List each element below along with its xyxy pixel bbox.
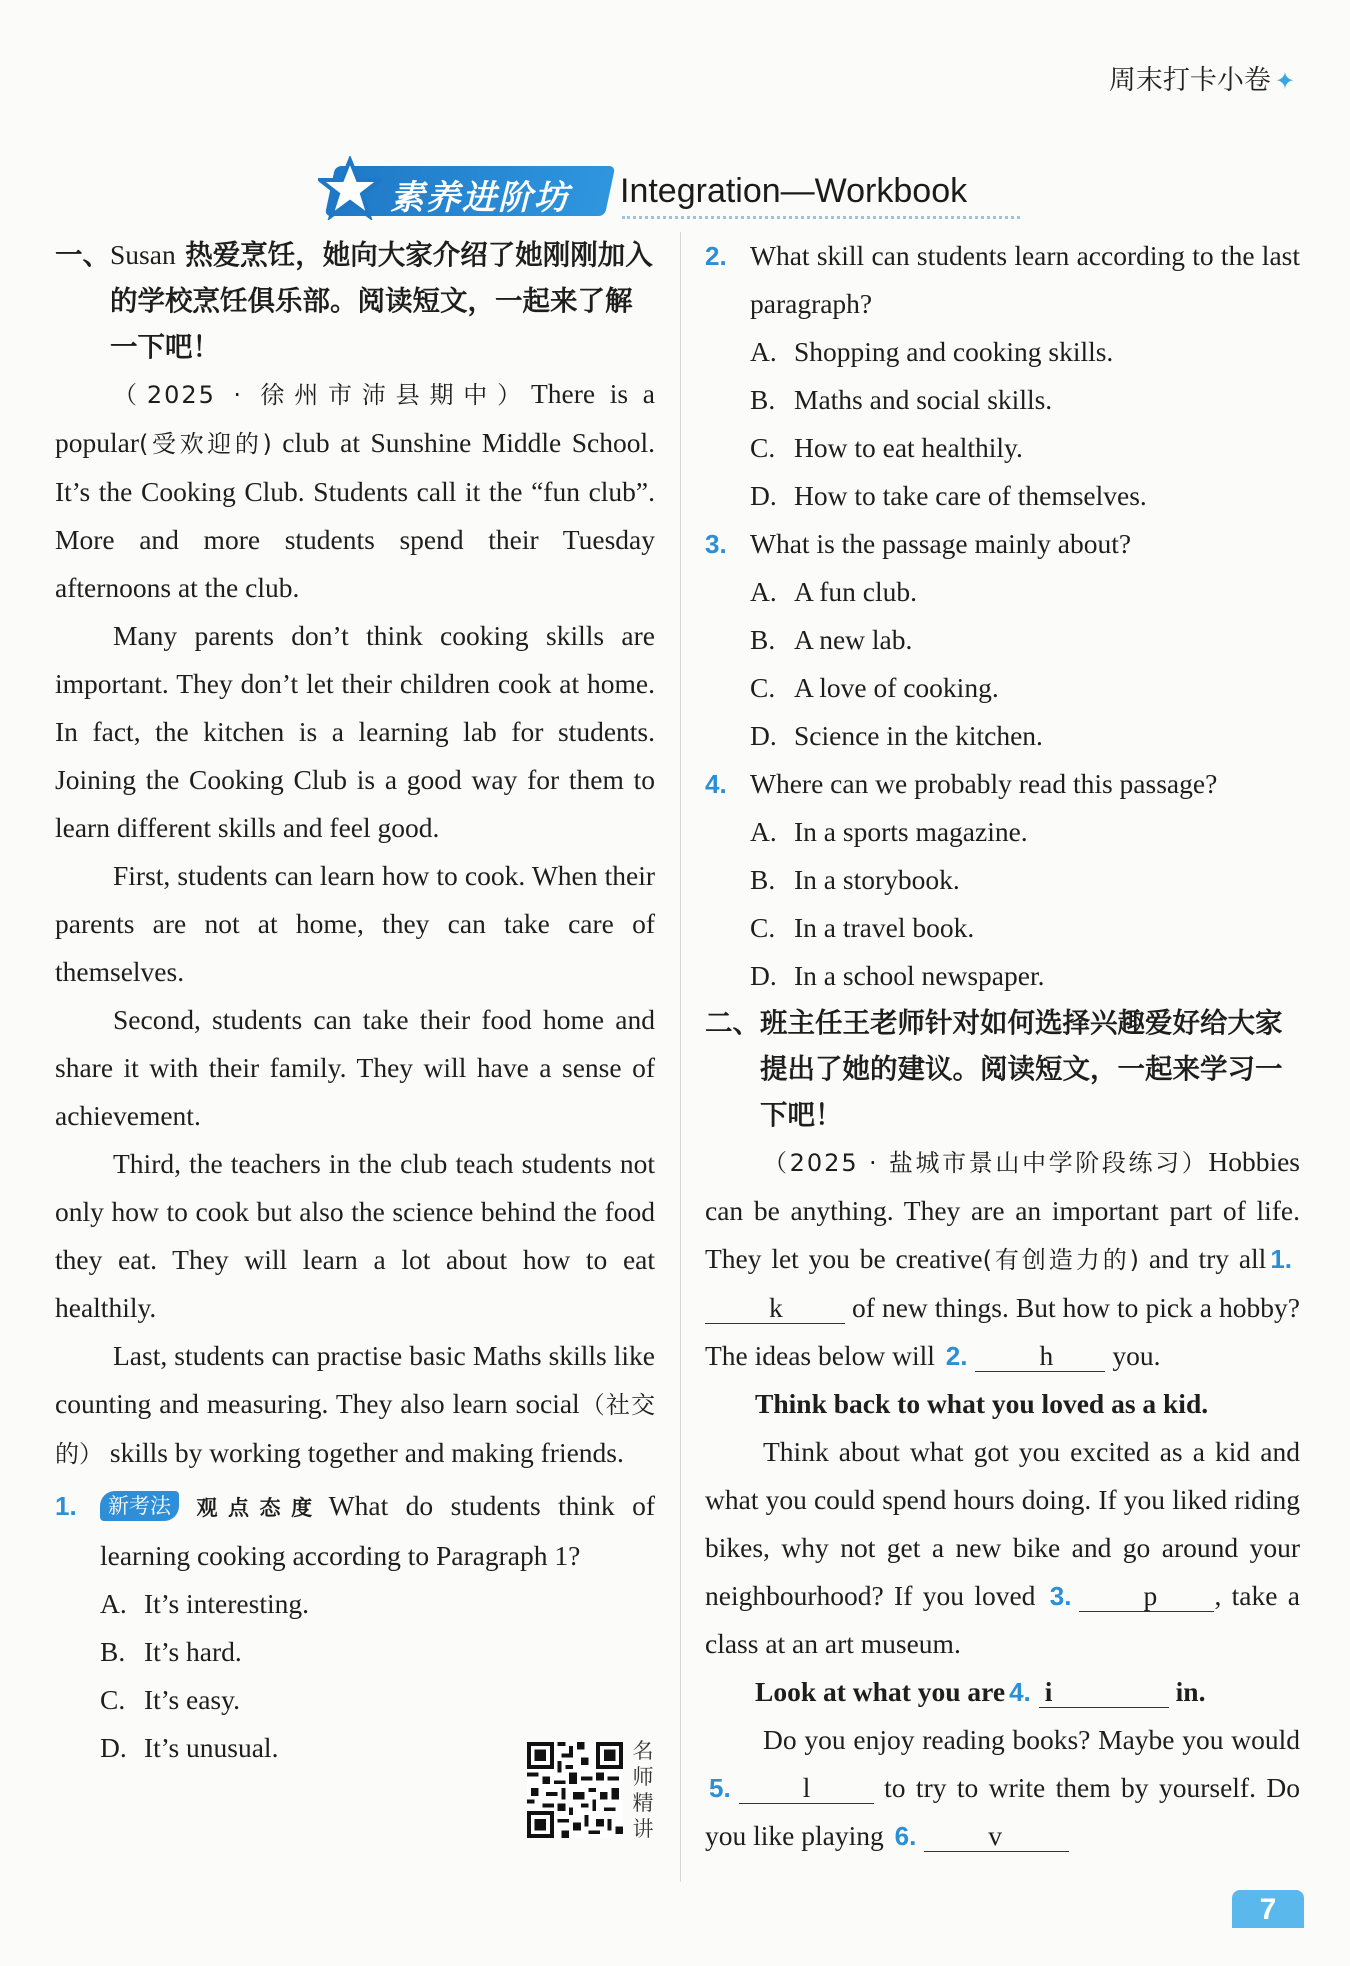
option-text: Shopping and cooking skills.: [794, 336, 1114, 367]
section2-heading-text: 班主任王老师针对如何选择兴趣爱好给大家提出了她的建议。阅读短文，一起来学习一下吧！: [760, 1007, 1283, 1131]
blank-5-input[interactable]: l: [739, 1773, 874, 1804]
option-c[interactable]: [55, 1676, 655, 1724]
passage2-paragraph-1: [705, 1138, 1300, 1380]
question-1: [55, 1482, 655, 1580]
option-text: A new lab.: [794, 624, 913, 655]
passage1-text: skills by working together and making friends.: [103, 1437, 624, 1468]
option-c[interactable]: [705, 664, 1300, 712]
option-letter: C.: [100, 1684, 126, 1715]
option-b[interactable]: [705, 856, 1300, 904]
option-letter: C.: [750, 432, 776, 463]
viewpoint-tag: 观点态度: [196, 1496, 323, 1520]
blank-number: 1.: [1270, 1244, 1292, 1274]
blank-number: 2.: [945, 1341, 968, 1371]
passage2-subheading-2: [705, 1668, 1300, 1716]
option-letter: B.: [750, 384, 776, 415]
option-a[interactable]: [705, 808, 1300, 856]
passage1-paragraph-2: Many parents don’t think cooking skills are important. They don’t let their children cook at home. In fact, the kitchen is a learning lab for students. Joining the Cooking Club is a good way for them to learn different skills and feel good.: [55, 620, 655, 843]
question-number: 4.: [705, 769, 727, 799]
option-letter: B.: [100, 1636, 126, 1667]
banner-underline: [622, 216, 1020, 219]
option-text: In a storybook.: [794, 864, 960, 895]
option-letter: B.: [750, 864, 776, 895]
option-d[interactable]: [705, 712, 1300, 760]
option-b[interactable]: [705, 376, 1300, 424]
question-number: 2.: [705, 241, 727, 271]
section1-number: 一、: [55, 239, 110, 271]
passage2-text: Think about what got you excited as a kid and what you could spend hours doing. If you liked riding bikes, why not get a new bike and go around your neighbourhood? If you loved: [705, 1436, 1300, 1611]
passage2-text: Hobbies can be anything. They are an important part of life. They let you be creative: [705, 1146, 1300, 1274]
corner-label-text: 周末打卡小卷: [1108, 65, 1271, 96]
blank-number: 3.: [1049, 1581, 1072, 1611]
option-d[interactable]: [705, 472, 1300, 520]
option-letter: A.: [750, 336, 777, 367]
page-number: 7: [1232, 1890, 1304, 1928]
question-3: [705, 520, 1300, 568]
option-letter: A.: [750, 816, 777, 847]
left-column: [55, 232, 655, 1772]
question-text: Where can we probably read this passage?: [750, 768, 1218, 799]
option-a[interactable]: [705, 568, 1300, 616]
option-text: A fun club.: [794, 576, 917, 607]
question-4: [705, 760, 1300, 808]
banner-cn-title: 素养进阶坊: [390, 178, 570, 218]
question-number: 1.: [55, 1491, 77, 1521]
question-text: What is the passage mainly about?: [750, 528, 1132, 559]
option-letter: A.: [750, 576, 777, 607]
section1-heading-latin: Susan: [110, 239, 176, 270]
section-banner: [330, 162, 1030, 222]
passage1-paragraph-4: Second, students can take their food home and share it with their family. They will have a sense of achievement.: [55, 1004, 655, 1131]
option-text: It’s easy.: [144, 1684, 240, 1715]
option-text: Science in the kitchen.: [794, 720, 1043, 751]
passage2-text: Do you enjoy reading books? Maybe you would: [763, 1724, 1300, 1755]
blank-number: 5.: [709, 1773, 731, 1803]
option-a[interactable]: [705, 328, 1300, 376]
passage2-paragraph-2: [705, 1428, 1300, 1668]
option-text: How to take care of themselves.: [794, 480, 1147, 511]
option-d[interactable]: [705, 952, 1300, 1000]
blank-4-input[interactable]: i: [1039, 1677, 1169, 1708]
option-text: In a sports magazine.: [794, 816, 1028, 847]
option-text: It’s hard.: [144, 1636, 242, 1667]
passage1-text: club at Sunshine Middle School. It’s the Cooking Club. Students call it the “fun club”. More and more students spend their Tuesday afternoons at the club.: [55, 427, 655, 603]
passage1-text: There is a popular: [55, 378, 656, 458]
question-text: What skill can students learn according to the last paragraph?: [750, 240, 1300, 319]
passage1-gloss: (受欢迎的): [139, 430, 272, 458]
section2-heading: [705, 1000, 1300, 1138]
qr-code-icon[interactable]: [527, 1742, 623, 1838]
option-letter: A.: [100, 1588, 127, 1619]
passage1-gloss: （社交的）: [55, 1391, 656, 1468]
passage2-subheading-1: Think back to what you loved as a kid.: [755, 1388, 1209, 1419]
star-icon: [318, 156, 382, 220]
sparkle-star-icon: ✦: [1274, 67, 1295, 95]
option-b[interactable]: [55, 1628, 655, 1676]
blank-6-input[interactable]: v: [924, 1821, 1069, 1852]
option-letter: D.: [750, 960, 777, 991]
option-text: In a school newspaper.: [794, 960, 1045, 991]
question-2: [705, 232, 1300, 328]
option-letter: B.: [750, 624, 776, 655]
option-letter: D.: [750, 720, 777, 751]
option-letter: C.: [750, 912, 776, 943]
passage1-text: Last, students can practise basic Maths skills like counting and measuring. They also learn social: [55, 1340, 655, 1419]
new-exam-tag: 新考法: [100, 1491, 179, 1521]
subheading-text: in.: [1168, 1676, 1206, 1707]
passage2-text: to try to write them by yourself. Do you like playing: [705, 1772, 1300, 1851]
passage1-source: （2025 · 徐州市沛县期中）: [113, 381, 531, 409]
blank-number: 6.: [894, 1821, 917, 1851]
corner-label: [1109, 58, 1295, 97]
blank-3-input[interactable]: p: [1079, 1581, 1214, 1612]
option-text: In a travel book.: [794, 912, 975, 943]
option-b[interactable]: [705, 616, 1300, 664]
passage2-text: , take a class at an art museum.: [705, 1580, 1301, 1659]
subheading-text: Look at what you are: [755, 1676, 1006, 1707]
option-c[interactable]: [705, 424, 1300, 472]
qr-label: 名师精讲: [632, 1739, 654, 1841]
passage1-paragraph-3: First, students can learn how to cook. When their parents are not at home, they can take care of themselves.: [55, 860, 655, 987]
banner-en-title: Integration—Workbook: [620, 172, 968, 210]
question-number: 3.: [705, 529, 727, 559]
passage2-gloss: (有创造力的): [982, 1246, 1140, 1274]
option-letter: D.: [100, 1732, 127, 1763]
option-a[interactable]: [55, 1580, 655, 1628]
option-letter: D.: [750, 480, 777, 511]
passage1-paragraph-5: Third, the teachers in the club teach students not only how to cook but also the science behind the food they eat. They will learn a lot about how to eat healthily.: [55, 1148, 655, 1323]
passage2-paragraph-3: [705, 1716, 1300, 1860]
question-text: What do students think of learning cooking according to Paragraph 1?: [100, 1490, 656, 1571]
blank-1-input[interactable]: k: [705, 1293, 845, 1324]
right-column: [705, 232, 1300, 1860]
blank-number: 4.: [1009, 1677, 1031, 1707]
passage2-text: and try all: [1139, 1243, 1267, 1274]
passage1-paragraph-1: [55, 370, 655, 612]
section1-heading-text: 热爱烹饪，她向大家介绍了她刚刚加入的学校烹饪俱乐部。阅读短文，一起来了解一下吧！: [110, 239, 653, 363]
passage2-source: （2025 · 盐城市景山中学阶段练习）: [763, 1149, 1209, 1177]
section2-number: 二、: [705, 1007, 760, 1039]
option-text: It’s unusual.: [144, 1732, 279, 1763]
passage1-paragraph-6: [55, 1332, 655, 1478]
option-c[interactable]: [705, 904, 1300, 952]
option-text: Maths and social skills.: [794, 384, 1053, 415]
option-text: How to eat healthily.: [794, 432, 1023, 463]
section1-heading: [55, 232, 655, 370]
blank-2-input[interactable]: h: [975, 1341, 1105, 1372]
option-letter: C.: [750, 672, 776, 703]
option-text: A love of cooking.: [794, 672, 999, 703]
option-text: It’s interesting.: [144, 1588, 309, 1619]
passage2-text: you.: [1105, 1340, 1161, 1371]
passage2-text: of new things. But how to pick a hobby? The ideas below will: [705, 1292, 1300, 1371]
column-divider: [680, 232, 681, 1882]
